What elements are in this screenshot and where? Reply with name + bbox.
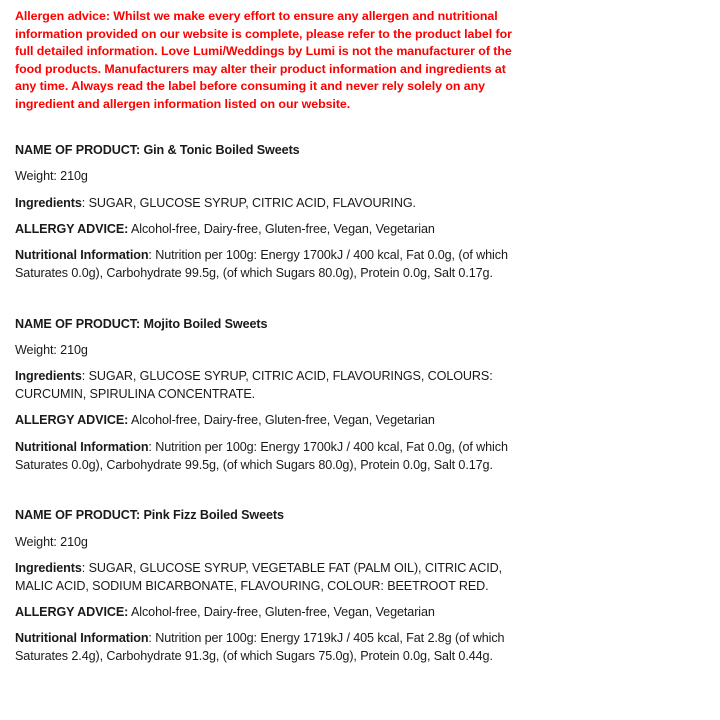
ingredients-line: Ingredients: SUGAR, GLUCOSE SYRUP, CITRIC ACID, FLAVOURING.: [15, 195, 416, 210]
allergen-advice-notice: Allergen advice: Whilst we make every effort to ensure any allergen and nutritional information provided on our website is complete, please refer to the product label for full detailed information. Love Lumi/Weddings by Lumi is not the manufacturer of the food products. Manufacturers may alter their product information and ingredients at any time. Always read the label before consuming it and never rely solely on any ingredient and allergen information listed on our website.: [15, 9, 512, 111]
allergy-advice-value: Alcohol-free, Dairy-free, Gluten-free, Vegan, Vegetarian: [130, 413, 435, 428]
allergy-advice-line: [15, 412, 525, 430]
product-name: Gin & Tonic Boiled Sweets: [143, 143, 300, 157]
ingredients-value: SUGAR, GLUCOSE SYRUP, CITRIC ACID, FLAVOURING.: [88, 195, 416, 210]
nutrition-line: Nutritional Information: Nutrition per 100g: Energy 1719kJ / 405 kcal, Fat 2.8g (of which Saturates 2.4g), Carbohydrate 91.3g, (of which Sugars 75.0g), Protein 0.0g, Salt 0.44g.: [15, 631, 505, 664]
nutrition-label: Nutritional Information: [15, 631, 149, 646]
nutrition-line: Nutritional Information: Nutrition per 100g: Energy 1700kJ / 400 kcal, Fat 0.0g, (of which Saturates 0.0g), Carbohydrate 99.5g, (of which Sugars 80.0g), Protein 0.0g, Salt 0.17g.: [15, 248, 508, 280]
product-name-label: NAME OF PRODUCT:: [15, 143, 141, 157]
ingredients-line: Ingredients: SUGAR, GLUCOSE SYRUP, VEGETABLE FAT (PALM OIL), CITRIC ACID, MALIC ACID, SODIUM BICARBONATE, FLAVOURING, COLOUR: BEETROOT RED.: [15, 560, 503, 593]
ingredients-label: Ingredients: [15, 369, 82, 384]
allergy-advice-value: Alcohol-free, Dairy-free, Gluten-free, Vegan, Vegetarian: [130, 605, 435, 620]
allergy-advice-line: [15, 221, 525, 239]
product-name-label: NAME OF PRODUCT:: [15, 316, 141, 331]
product-section: [15, 507, 525, 666]
product-name-line: [15, 507, 525, 525]
ingredients-line: Ingredients: SUGAR, GLUCOSE SYRUP, CITRIC ACID, FLAVOURINGS, COLOURS: CURCUMIN, SPIRULINA CONCENTRATE.: [15, 369, 493, 402]
allergy-advice-label: ALLERGY ADVICE:: [15, 605, 129, 620]
ingredients-label: Ingredients: [15, 560, 82, 575]
product-name-line: [15, 316, 525, 334]
ingredients-label: Ingredients: [15, 195, 82, 210]
product-name: Pink Fizz Boiled Sweets: [143, 508, 284, 523]
product-weight: Weight: 210g: [15, 169, 88, 184]
nutrition-label: Nutritional Information: [15, 439, 149, 454]
product-name-line: [15, 142, 525, 160]
product-name-label: NAME OF PRODUCT:: [15, 508, 141, 523]
product-weight: Weight: 210g: [15, 343, 88, 358]
ingredients-value: SUGAR, GLUCOSE SYRUP, VEGETABLE FAT (PALM OIL), CITRIC ACID, MALIC ACID, SODIUM BICARBONATE, FLAVOURING, COLOUR: BEETROOT RED.: [15, 560, 503, 593]
allergy-advice-label: ALLERGY ADVICE:: [15, 413, 129, 428]
allergy-advice-line: [15, 604, 525, 622]
product-info-page: [15, 8, 525, 666]
product-weight: Weight: 210g: [15, 534, 88, 549]
nutrition-line: Nutritional Information: Nutrition per 100g: Energy 1700kJ / 400 kcal, Fat 0.0g, (of which Saturates 0.0g), Carbohydrate 99.5g, (of which Sugars 80.0g), Protein 0.0g, Salt 0.17g.: [15, 439, 508, 472]
product-section: [15, 316, 525, 475]
nutrition-value: Nutrition per 100g: Energy 1700kJ / 400 kcal, Fat 0.0g, (of which Saturates 0.0g), Carbohydrate 99.5g, (of which Sugars 80.0g), Protein 0.0g, Salt 0.17g.: [15, 248, 508, 280]
nutrition-label: Nutritional Information: [15, 248, 149, 263]
nutrition-value: Nutrition per 100g: Energy 1700kJ / 400 kcal, Fat 0.0g, (of which Saturates 0.0g), Carbohydrate 99.5g, (of which Sugars 80.0g), Protein 0.0g, Salt 0.17g.: [15, 439, 508, 472]
product-name: Mojito Boiled Sweets: [143, 316, 268, 331]
allergy-advice-label: ALLERGY ADVICE:: [15, 221, 129, 236]
ingredients-value: SUGAR, GLUCOSE SYRUP, CITRIC ACID, FLAVOURINGS, COLOURS: CURCUMIN, SPIRULINA CONCENTRATE.: [15, 369, 493, 402]
product-section: [15, 142, 525, 283]
nutrition-value: Nutrition per 100g: Energy 1719kJ / 405 kcal, Fat 2.8g (of which Saturates 2.4g), Carbohydrate 91.3g, (of which Sugars 75.0g), Protein 0.0g, Salt 0.44g.: [15, 631, 505, 664]
allergy-advice-value: Alcohol-free, Dairy-free, Gluten-free, Vegan, Vegetarian: [130, 221, 435, 236]
